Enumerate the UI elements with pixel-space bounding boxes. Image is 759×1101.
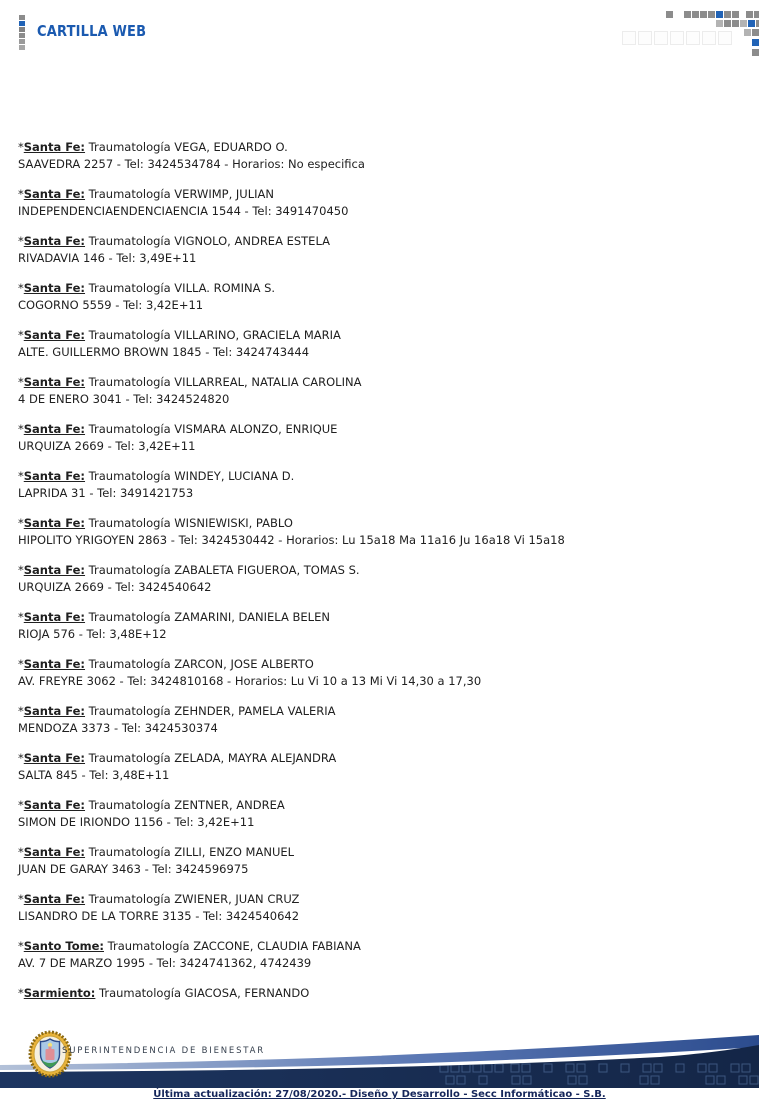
list-item (18, 421, 743, 455)
bullet: * (18, 610, 24, 624)
entry-detail: RIVADAVIA 146 - Tel: 3,49E+11 (18, 251, 197, 265)
entry-title: Traumatología VILLA. ROMINA S. (85, 281, 276, 295)
bullet: * (18, 469, 24, 483)
mosaic-cell (752, 39, 759, 46)
entry-detail: AV. 7 DE MARZO 1995 - Tel: 3424741362, 4742439 (18, 956, 312, 970)
bullet: * (18, 704, 24, 718)
entry-title: Traumatología VILLARREAL, NATALIA CAROLINA (85, 375, 362, 389)
entry-headline (18, 844, 743, 861)
entry-detail: COGORNO 5559 - Tel: 3,42E+11 (18, 298, 204, 312)
app-title: CARTILLA WEB (37, 22, 147, 40)
entry-detail: RIOJA 576 - Tel: 3,48E+12 (18, 627, 167, 641)
entry-location: Santo Tome: (23, 939, 104, 953)
entry-headline (18, 656, 743, 673)
entry-detail: LISANDRO DE LA TORRE 3135 - Tel: 3424540642 (18, 909, 300, 923)
list-item (18, 985, 743, 1002)
mosaic-outline-cell (654, 31, 668, 45)
list-item (18, 468, 743, 502)
entry-title: Traumatología ZAMARINI, DANIELA BELEN (85, 610, 330, 624)
entry-location: Santa Fe: (23, 657, 86, 671)
entry-location: Santa Fe: (23, 328, 86, 342)
entry-location: Sarmiento: (23, 986, 96, 1000)
list-item (18, 327, 743, 361)
entry-title: Traumatología VEGA, EDUARDO O. (85, 140, 288, 154)
entry-location: Santa Fe: (23, 375, 86, 389)
entry-location: Santa Fe: (23, 234, 86, 248)
entry-headline (18, 468, 743, 485)
list-item (18, 797, 743, 831)
entry-headline (18, 186, 743, 203)
mosaic-cell (740, 20, 747, 27)
mosaic-cell (752, 29, 759, 36)
bullet: * (18, 986, 24, 1000)
entry-headline (18, 421, 743, 438)
mosaic-outline-cell (622, 31, 636, 45)
bullet: * (18, 798, 24, 812)
bullet: * (18, 281, 24, 295)
list-item (18, 891, 743, 925)
entry-headline (18, 327, 743, 344)
entry-title: Traumatología WINDEY, LUCIANA D. (85, 469, 295, 483)
header (0, 0, 759, 60)
entry-detail: 4 DE ENERO 3041 - Tel: 3424524820 (18, 392, 230, 406)
list-item (18, 515, 743, 549)
entry-headline (18, 280, 743, 297)
entry-location: Santa Fe: (23, 563, 86, 577)
entry-headline (18, 515, 743, 532)
mosaic-cell (752, 49, 759, 56)
entry-title: Traumatología ZWIENER, JUAN CRUZ (85, 892, 300, 906)
entry-headline (18, 562, 743, 579)
entry-location: Santa Fe: (23, 704, 86, 718)
entry-headline (18, 609, 743, 626)
mosaic-cell (748, 20, 755, 27)
mosaic-outline-cell (702, 31, 716, 45)
list-item (18, 139, 743, 173)
bullet: * (18, 422, 24, 436)
mosaic-cell (708, 11, 715, 18)
entry-title: Traumatología ZARCON, JOSE ALBERTO (85, 657, 314, 671)
entry-location: Santa Fe: (23, 422, 86, 436)
entry-title: Traumatología VISMARA ALONZO, ENRIQUE (85, 422, 338, 436)
bullet: * (18, 234, 24, 248)
mosaic-cell (716, 20, 723, 27)
logo-block (19, 27, 25, 32)
list-item (18, 233, 743, 267)
entry-location: Santa Fe: (23, 845, 86, 859)
entry-detail: SALTA 845 - Tel: 3,48E+11 (18, 768, 170, 782)
entry-location: Santa Fe: (23, 892, 86, 906)
entry-title: Traumatología GIACOSA, FERNANDO (95, 986, 310, 1000)
bullet: * (18, 375, 24, 389)
entry-headline (18, 797, 743, 814)
mosaic-cell (700, 11, 707, 18)
list-item (18, 656, 743, 690)
entry-title: Traumatología ZABALETA FIGUEROA, TOMAS S. (85, 563, 360, 577)
entry-location: Santa Fe: (23, 516, 86, 530)
mosaic-cell (666, 11, 673, 18)
entry-headline (18, 985, 743, 1002)
bullet: * (18, 657, 24, 671)
entry-headline (18, 703, 743, 720)
entry-detail: INDEPENDENCIAENDENCIAENCIA 1544 - Tel: 3491470450 (18, 204, 349, 218)
bullet: * (18, 516, 24, 530)
logo-block (19, 39, 25, 44)
mosaic-cell (724, 11, 731, 18)
entry-detail: AV. FREYRE 3062 - Tel: 3424810168 - Horarios: Lu Vi 10 a 13 Mi Vi 14,30 a 17,30 (18, 674, 482, 688)
entry-headline (18, 374, 743, 391)
entry-headline (18, 938, 743, 955)
bullet: * (18, 140, 24, 154)
entry-title: Traumatología ZENTNER, ANDREA (85, 798, 285, 812)
entry-detail: URQUIZA 2669 - Tel: 3,42E+11 (18, 439, 196, 453)
entry-title: Traumatología VERWIMP, JULIAN (85, 187, 274, 201)
mosaic-cell (732, 11, 739, 18)
bullet: * (18, 845, 24, 859)
mosaic-outline-cell (670, 31, 684, 45)
mosaic-cell (724, 20, 731, 27)
mosaic-cell (754, 11, 759, 18)
entry-detail: ALTE. GUILLERMO BROWN 1845 - Tel: 3424743444 (18, 345, 310, 359)
entry-location: Santa Fe: (23, 281, 86, 295)
provider-list (18, 139, 743, 1015)
list-item (18, 844, 743, 878)
list-item (18, 280, 743, 314)
list-item (18, 562, 743, 596)
entry-title: Traumatología VILLARINO, GRACIELA MARIA (85, 328, 341, 342)
logo-blocks-icon (19, 15, 26, 52)
entry-location: Santa Fe: (23, 469, 86, 483)
entry-title: Traumatología ZILLI, ENZO MANUEL (85, 845, 295, 859)
entry-title: Traumatología WISNIEWISKI, PABLO (85, 516, 293, 530)
mosaic-cell (692, 11, 699, 18)
bullet: * (18, 563, 24, 577)
logo-block (19, 15, 25, 20)
list-item (18, 186, 743, 220)
entry-detail: URQUIZA 2669 - Tel: 3424540642 (18, 580, 212, 594)
mosaic-cell (732, 20, 739, 27)
entry-location: Santa Fe: (23, 187, 86, 201)
bullet: * (18, 187, 24, 201)
entry-headline (18, 139, 743, 156)
bullet: * (18, 892, 24, 906)
entry-detail: LAPRIDA 31 - Tel: 3491421753 (18, 486, 194, 500)
entry-location: Santa Fe: (23, 610, 86, 624)
list-item (18, 703, 743, 737)
entry-headline (18, 233, 743, 250)
mosaic-outline-cell (638, 31, 652, 45)
logo-block (19, 45, 25, 50)
mosaic-cell (684, 11, 691, 18)
bullet: * (18, 939, 24, 953)
entry-detail: SAAVEDRA 2257 - Tel: 3424534784 - Horarios: No especifica (18, 157, 365, 171)
entry-location: Santa Fe: (23, 751, 86, 765)
org-name: SUPERINTENDENCIA DE BIENESTAR (62, 1046, 265, 1056)
entry-title: Traumatología ZEHNDER, PAMELA VALERIA (85, 704, 336, 718)
list-item (18, 750, 743, 784)
list-item (18, 609, 743, 643)
entry-location: Santa Fe: (23, 140, 86, 154)
entry-detail: SIMON DE IRIONDO 1156 - Tel: 3,42E+11 (18, 815, 255, 829)
entry-title: Traumatología ZELADA, MAYRA ALEJANDRA (85, 751, 337, 765)
list-item (18, 938, 743, 972)
mosaic-cell (744, 29, 751, 36)
logo-block (19, 33, 25, 38)
mosaic-outline-cell (718, 31, 732, 45)
entry-location: Santa Fe: (23, 798, 86, 812)
entry-headline (18, 891, 743, 908)
bullet: * (18, 751, 24, 765)
mosaic-outline-cell (686, 31, 700, 45)
last-update: Última actualización: 27/08/2020.- Diseño y Desarrollo - Secc Informáticao - S.B. (153, 1089, 606, 1100)
entry-detail: HIPOLITO YRIGOYEN 2863 - Tel: 3424530442 - Horarios: Lu 15a18 Ma 11a16 Ju 16a18 Vi 15a18 (18, 533, 565, 547)
entry-title: Traumatología ZACCONE, CLAUDIA FABIANA (103, 939, 361, 953)
list-item (18, 374, 743, 408)
mosaic-cell (746, 11, 753, 18)
bullet: * (18, 328, 24, 342)
mosaic-cell (716, 11, 723, 18)
entry-detail: MENDOZA 3373 - Tel: 3424530374 (18, 721, 218, 735)
footer (0, 1020, 759, 1101)
entry-title: Traumatología VIGNOLO, ANDREA ESTELA (85, 234, 330, 248)
logo-block (19, 21, 25, 26)
entry-detail: JUAN DE GARAY 3463 - Tel: 3424596975 (18, 862, 249, 876)
entry-headline (18, 750, 743, 767)
